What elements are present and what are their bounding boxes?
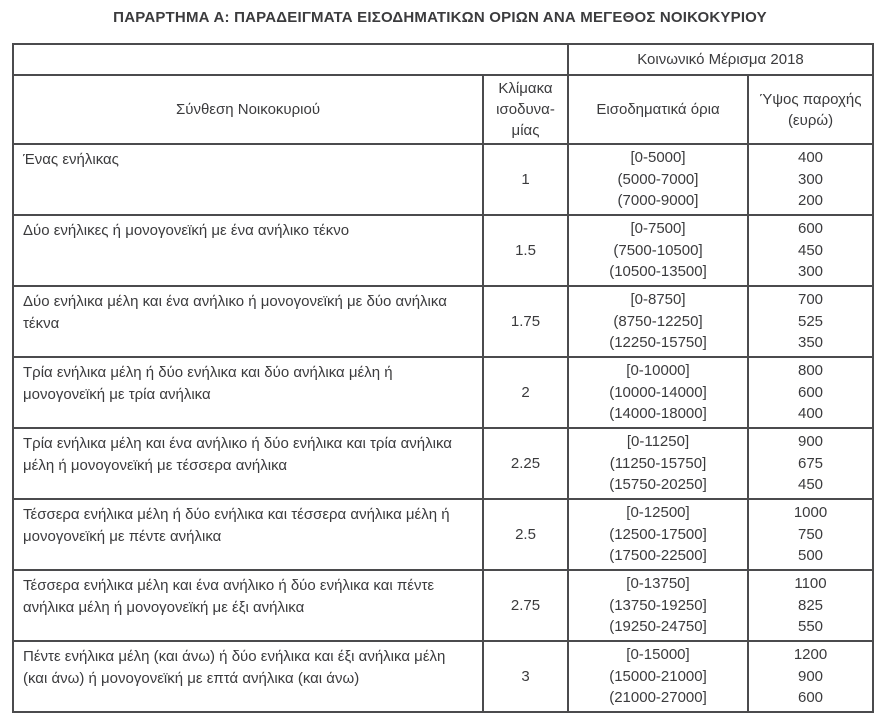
- income-bracket-line: (19250-24750]: [609, 618, 707, 636]
- income-bracket-line: [0-7500]: [630, 220, 686, 238]
- page-title: ΠΑΡΑΡΤΗΜΑ Α: ΠΑΡΑΔΕΙΓΜΑΤΑ ΕΙΣΟΔΗΜΑΤΙΚΩΝ ΟΡΙΩΝ ΑΝΑ ΜΕΓΕΘΟΣ ΝΟΙΚΟΚΥΡΙΟΥ: [113, 9, 767, 26]
- household-composition-cell: Τρία ενήλικα μέλη ή δύο ενήλικα και δύο ανήλικα μέλη ή μονογονεϊκή με τρία ανήλικα: [13, 357, 483, 428]
- income-bracket-line: (13750-19250]: [609, 596, 707, 614]
- income-brackets-cell: [568, 357, 748, 428]
- household-composition-cell: Πέντε ενήλικα μέλη (και άνω) ή δύο ενήλικα και έξι ανήλικα μέλη (και άνω) ή μονογονεϊκή με επτά ανήλικα (και άνω): [13, 641, 483, 712]
- benefit-amounts-cell: [748, 570, 873, 641]
- benefit-amount-line: 550: [797, 618, 824, 636]
- benefit-amount-line: 1200: [793, 646, 828, 664]
- income-bracket-line: (15750-20250]: [609, 476, 707, 494]
- table-row: [13, 144, 873, 215]
- income-bracket-line: (12250-15750]: [609, 334, 707, 352]
- table-row: [13, 641, 873, 712]
- benefit-amount-line: 400: [797, 149, 824, 167]
- benefit-amount-line: 1100: [794, 575, 827, 593]
- income-bracket-line: (10000-14000]: [609, 383, 707, 401]
- table-row: [13, 357, 873, 428]
- household-composition-cell: Δύο ενήλικα μέλη και ένα ανήλικο ή μονογονεϊκή με δύο ανήλικα τέκνα: [13, 286, 483, 357]
- income-bracket-line: [0-11250]: [626, 433, 690, 451]
- income-brackets-cell: [568, 570, 748, 641]
- income-brackets-cell: [568, 286, 748, 357]
- household-composition-cell: Τρία ενήλικα μέλη και ένα ανήλικο ή δύο ενήλικα και τρία ανήλικα μέλη ή μονογονεϊκή με τέσσερα ανήλικα: [13, 428, 483, 499]
- income-bracket-line: [0-8750]: [630, 291, 686, 309]
- equivalence-scale-cell: 3: [483, 641, 568, 712]
- income-bracket-line: [0-5000]: [630, 149, 686, 167]
- household-composition-cell: Τέσσερα ενήλικα μέλη ή δύο ενήλικα και τέσσερα ανήλικα μέλη ή μονογονεϊκή με πέντε ανήλικα: [13, 499, 483, 570]
- equivalence-scale-cell: 1.5: [483, 215, 568, 286]
- benefit-amount-line: 525: [797, 312, 824, 330]
- household-composition-cell: Ένας ενήλικας: [13, 144, 483, 215]
- benefit-amounts-cell: [748, 357, 873, 428]
- benefit-amount-line: 825: [797, 596, 824, 614]
- income-bracket-line: (7500-10500]: [613, 241, 703, 259]
- income-brackets-cell: [568, 215, 748, 286]
- income-limits-table: [12, 43, 874, 713]
- benefit-amount-line: 1000: [793, 504, 828, 522]
- benefit-amount-line: 400: [797, 405, 824, 423]
- column-header-amount: Ύψος παροχής (ευρώ): [748, 75, 873, 144]
- income-bracket-line: [0-13750]: [626, 575, 690, 593]
- income-bracket-line: (8750-12250]: [613, 312, 703, 330]
- benefit-amount-line: 900: [797, 667, 824, 685]
- table-row: [13, 286, 873, 357]
- benefit-amount-line: 300: [797, 170, 824, 188]
- group-header-spacer: [13, 44, 568, 75]
- equivalence-scale-cell: 2.75: [483, 570, 568, 641]
- table-row: [13, 428, 873, 499]
- benefit-amount-line: 900: [797, 433, 824, 451]
- benefit-amount-line: 450: [797, 476, 824, 494]
- benefit-amount-line: 200: [797, 192, 824, 210]
- income-bracket-line: (10500-13500]: [609, 263, 707, 281]
- household-composition-cell: Δύο ενήλικες ή μονογονεϊκή με ένα ανήλικο τέκνο: [13, 215, 483, 286]
- benefit-amount-line: 500: [797, 547, 824, 565]
- equivalence-scale-cell: 1: [483, 144, 568, 215]
- equivalence-scale-cell: 2: [483, 357, 568, 428]
- benefit-amount-line: 600: [797, 689, 824, 707]
- household-composition-cell: Τέσσερα ενήλικα μέλη και ένα ανήλικο ή δύο ενήλικα και πέντε ανήλικα μέλη ή μονογονεϊκή με έξι ανήλικα: [13, 570, 483, 641]
- income-bracket-line: [0-12500]: [626, 504, 690, 522]
- table-body: [13, 44, 873, 712]
- benefit-amount-line: 800: [797, 362, 824, 380]
- benefit-amounts-cell: [748, 428, 873, 499]
- benefit-amount-line: 675: [797, 454, 824, 472]
- income-brackets-cell: [568, 144, 748, 215]
- income-bracket-line: (5000-7000]: [617, 170, 699, 188]
- income-bracket-line: (11250-15750]: [609, 454, 707, 472]
- equivalence-scale-cell: 2.25: [483, 428, 568, 499]
- income-bracket-line: (7000-9000]: [617, 192, 699, 210]
- column-header-income: Εισοδηματικά όρια: [568, 75, 748, 144]
- benefit-amount-line: 450: [797, 241, 824, 259]
- column-header-composition: Σύνθεση Νοικοκυριού: [13, 75, 483, 144]
- income-brackets-cell: [568, 499, 748, 570]
- group-header-cell: Κοινωνικό Μέρισμα 2018: [568, 44, 873, 75]
- group-header-row: [13, 44, 873, 75]
- income-bracket-line: (21000-27000]: [609, 689, 707, 707]
- benefit-amounts-cell: [748, 286, 873, 357]
- table-row: [13, 570, 873, 641]
- income-bracket-line: (14000-18000]: [609, 405, 707, 423]
- income-bracket-line: [0-10000]: [626, 362, 690, 380]
- column-header-row: [13, 75, 873, 144]
- benefit-amount-line: 750: [797, 525, 824, 543]
- income-bracket-line: (15000-21000]: [609, 667, 707, 685]
- income-bracket-line: [0-15000]: [626, 646, 690, 664]
- benefit-amount-line: 600: [797, 220, 824, 238]
- benefit-amount-line: 700: [797, 291, 824, 309]
- benefit-amount-line: 300: [797, 263, 824, 281]
- benefit-amount-line: 600: [797, 383, 824, 401]
- benefit-amounts-cell: [748, 641, 873, 712]
- column-header-scale: Κλίμακα ισοδυνα-μίας: [483, 75, 568, 144]
- income-bracket-line: (17500-22500]: [609, 547, 707, 565]
- table-row: [13, 215, 873, 286]
- benefit-amounts-cell: [748, 215, 873, 286]
- benefit-amounts-cell: [748, 499, 873, 570]
- income-brackets-cell: [568, 428, 748, 499]
- table-row: [13, 499, 873, 570]
- equivalence-scale-cell: 2.5: [483, 499, 568, 570]
- equivalence-scale-cell: 1.75: [483, 286, 568, 357]
- benefit-amount-line: 350: [797, 334, 824, 352]
- benefit-amounts-cell: [748, 144, 873, 215]
- income-brackets-cell: [568, 641, 748, 712]
- income-bracket-line: (12500-17500]: [609, 525, 707, 543]
